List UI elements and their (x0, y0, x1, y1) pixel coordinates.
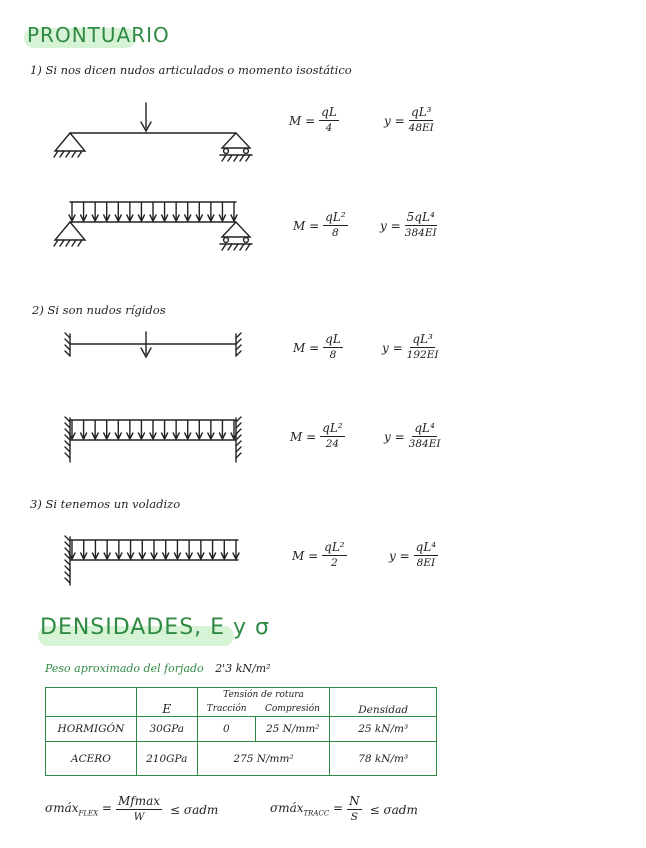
support-hatch (236, 429, 241, 434)
header-compresion: Compresión (256, 702, 330, 717)
formula-5-deflection: y = $\frac{\text{qL⁴}}{8EI}$ (389, 540, 437, 569)
support-hatch (236, 423, 241, 428)
row-acero-name: ACERO (46, 742, 137, 776)
support-hatch (236, 447, 241, 452)
formula-flexion-stress: σmáx$_{FLEX}$ = $\frac{Mfmax}{W}$ ≤ σadm (45, 794, 219, 823)
section-2-heading: 2) Si son nudos rígidos (32, 303, 166, 317)
materials-table (45, 687, 437, 776)
support-hatch (65, 560, 70, 565)
formula-1-moment: M = $\frac{qL}{4}$ (289, 105, 337, 134)
support-hatch (65, 566, 70, 571)
forjado-note-value: 2'3 kN/m² (215, 662, 271, 675)
formula-2-moment: M = $\frac{\text{qL²}}{8}$ (293, 210, 346, 239)
beam-3-point-load-fixed (70, 332, 236, 357)
support-hatch (236, 339, 241, 344)
beam-1-point-load-simply-supported (54, 103, 252, 161)
row-hormigon-name: HORMIGÓN (46, 717, 137, 742)
beam-4-distributed-fixed (69, 418, 237, 462)
support-hatch (236, 435, 241, 440)
formula-4-moment: M = $\frac{\text{qL²}}{24}$ (290, 421, 343, 450)
header-e: E (136, 688, 197, 717)
formula-1-deflection: y = $\frac{\text{qL³}}{48EI}$ (384, 105, 434, 134)
support-hatch (65, 441, 70, 446)
support-hatch (236, 441, 241, 446)
support-hatch (65, 351, 70, 356)
support-hatch (65, 333, 70, 338)
row-acero-rotura: 275 N/mm² (197, 742, 330, 776)
support-hatch (236, 345, 241, 350)
row-acero-densidad: 78 kN/m³ (330, 742, 437, 776)
support-hatch (65, 429, 70, 434)
row-acero-e: 210GPa (136, 742, 197, 776)
row-hormigon-densidad: 25 kN/m³ (330, 717, 437, 742)
support-hatch (65, 572, 70, 577)
support-hatch (236, 417, 241, 422)
header-traccion: Tracción (197, 702, 255, 717)
page-title: PRONTUARIO (27, 23, 170, 47)
section-3-heading: 3) Si tenemos un voladizo (30, 497, 181, 511)
support-hatch (65, 536, 70, 541)
header-densidad: Densidad (330, 688, 437, 717)
table-row (46, 717, 437, 742)
support-hatch (65, 423, 70, 428)
table-row (46, 742, 437, 776)
section-1-heading: 1) Si nos dicen nudos articulados o momento isostático (30, 63, 352, 77)
row-hormigon-traccion: 0 (197, 717, 255, 742)
beam-2-distributed-simply-supported (54, 202, 252, 250)
support-hatch (236, 333, 241, 338)
support-hatch (236, 351, 241, 356)
formula-4-deflection: y = $\frac{\text{qL⁴}}{384EI}$ (384, 421, 441, 450)
support-hatch (65, 417, 70, 422)
density-title: DENSIDADES, E y σ (40, 615, 270, 640)
support-hatch (65, 447, 70, 452)
beam-5-cantilever-distributed (69, 537, 239, 585)
support-hatch (65, 453, 70, 458)
row-hormigon-compresion: 25 N/mm² (256, 717, 330, 742)
formula-traccion-stress: σmáx$_{TRACC}$ = $\frac{N}{S}$ ≤ σadm (270, 794, 418, 823)
forjado-note (45, 662, 271, 675)
support-hatch (65, 542, 70, 547)
support-hatch (65, 339, 70, 344)
formula-5-moment: M = $\frac{\text{qL²}}{2}$ (292, 540, 345, 569)
support-hatch (236, 453, 241, 458)
formula-2-deflection: y = $\frac{\text{5qL⁴}}{384EI}$ (380, 210, 437, 239)
support-hatch (65, 548, 70, 553)
forjado-note-label: Peso aproximado del forjado (45, 662, 204, 675)
support-hatch (65, 435, 70, 440)
formula-3-deflection: y = $\frac{\text{qL³}}{192EI}$ (382, 332, 439, 361)
formula-3-moment: M = $\frac{qL}{8}$ (293, 332, 341, 361)
support-hatch (65, 578, 70, 583)
row-hormigon-e: 30GPa (136, 717, 197, 742)
table-corner (46, 688, 137, 717)
header-rotura: Tensión de rotura (197, 688, 330, 702)
support-hatch (65, 345, 70, 350)
